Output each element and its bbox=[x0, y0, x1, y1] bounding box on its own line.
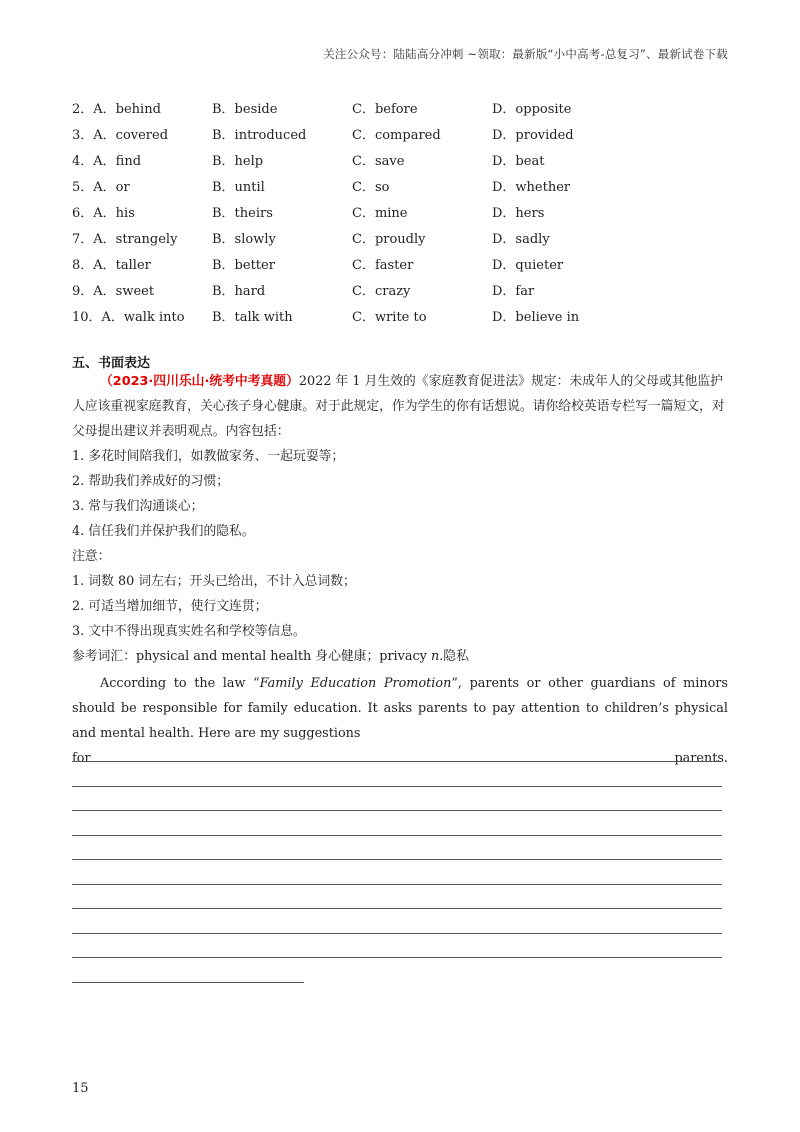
option-c: C．faster bbox=[352, 257, 414, 273]
option-d: D．opposite bbox=[492, 102, 572, 118]
law-title: Family Education Promotion bbox=[259, 676, 452, 691]
option-row bbox=[72, 276, 722, 302]
option-a: 3．A．covered bbox=[72, 128, 169, 144]
option-row bbox=[72, 147, 722, 173]
option-d: D．hers bbox=[492, 206, 545, 221]
answer-line[interactable] bbox=[72, 933, 722, 934]
option-b: B．introduced bbox=[212, 128, 307, 144]
answer-options bbox=[72, 95, 722, 328]
essay-opening: According to the law “Family Education Promotion”, parents or other guardians of minors should be responsible for family education. It asks parents to pay attention to children’s physical and mental health. Here are my suggestions for parents. bbox=[72, 671, 728, 771]
option-b: B．slowly bbox=[212, 231, 276, 247]
option-a: 9．A．sweet bbox=[72, 283, 155, 299]
option-a: 10．A．walk into bbox=[72, 309, 185, 325]
option-a: 8．A．taller bbox=[72, 257, 151, 273]
option-row bbox=[72, 121, 722, 147]
option-b: B．beside bbox=[212, 102, 278, 118]
prompt-text: 2022 年 1 月生效的《家庭教育促进法》规定：未成年人的父母或其他监护人应该重视家庭教育，关心孩子身心健康。对于此规定，作为学生的你有话想说。请你给校英语专栏写一篇短文，对父母提出建议并表明观点。内容包括： bbox=[72, 374, 725, 439]
page-header: 关注公众号：陆陆高分冲刺 ~领取：最新版“小中高考-总复习”、最新试卷下载 bbox=[323, 47, 728, 61]
answer-line[interactable] bbox=[72, 884, 722, 885]
option-row bbox=[72, 224, 722, 250]
essay-parents: parents. bbox=[674, 751, 728, 766]
option-a: 5．A．or bbox=[72, 180, 130, 196]
writing-prompt bbox=[72, 369, 728, 669]
answer-line[interactable] bbox=[72, 786, 722, 787]
option-a: 6．A．his bbox=[72, 206, 135, 221]
answer-line[interactable] bbox=[72, 761, 722, 762]
option-c: C．crazy bbox=[352, 283, 411, 299]
option-a: 2．A．behind bbox=[72, 102, 161, 118]
note-item: 1. 词数 80 词左右；开头已给出，不计入总词数； bbox=[72, 574, 356, 589]
section-title: 五、书面表达 bbox=[72, 356, 151, 371]
option-b: B．help bbox=[212, 154, 264, 170]
answer-line[interactable] bbox=[72, 859, 722, 860]
option-a: 4．A．find bbox=[72, 154, 142, 170]
essay-for: for bbox=[72, 751, 91, 766]
answer-line[interactable] bbox=[72, 810, 722, 811]
option-row bbox=[72, 302, 722, 328]
option-b: B．hard bbox=[212, 283, 266, 299]
option-a: 7．A．strangely bbox=[72, 231, 178, 247]
option-b: B．theirs bbox=[212, 206, 273, 221]
option-d: D．beat bbox=[492, 154, 545, 170]
option-c: C．proudly bbox=[352, 231, 426, 247]
vocabulary-hint: 参考词汇：physical and mental health 身心健康；privacy n.隐私 bbox=[72, 649, 469, 664]
answer-line[interactable] bbox=[72, 957, 722, 958]
answer-line[interactable] bbox=[72, 908, 722, 909]
option-d: D．quieter bbox=[492, 257, 564, 273]
content-point: 4. 信任我们并保护我们的隐私。 bbox=[72, 524, 255, 539]
option-d: D．far bbox=[492, 283, 535, 299]
answer-line[interactable] bbox=[72, 982, 304, 983]
option-row bbox=[72, 95, 722, 121]
option-d: D．provided bbox=[492, 128, 574, 144]
notes-label: 注意： bbox=[72, 549, 111, 564]
page-number: 15 bbox=[72, 1081, 89, 1096]
option-row bbox=[72, 173, 722, 199]
option-c: C．write to bbox=[352, 309, 427, 325]
option-d: D．sadly bbox=[492, 231, 550, 247]
answer-line[interactable] bbox=[72, 835, 722, 836]
content-point: 2. 帮助我们养成好的习惯； bbox=[72, 474, 230, 489]
option-d: D．believe in bbox=[492, 309, 580, 325]
note-item: 3. 文中不得出现真实姓名和学校等信息。 bbox=[72, 624, 306, 639]
option-c: C．mine bbox=[352, 206, 408, 221]
option-c: C．save bbox=[352, 154, 405, 170]
content-point: 3. 常与我们沟通谈心； bbox=[72, 499, 204, 514]
option-c: C．so bbox=[352, 180, 390, 196]
option-c: C．compared bbox=[352, 128, 441, 144]
content-point: 1. 多花时间陪我们，如教做家务、一起玩耍等； bbox=[72, 449, 345, 464]
option-b: B．until bbox=[212, 180, 265, 196]
option-c: C．before bbox=[352, 102, 418, 118]
question-source: （2023·四川乐山·统考中考真题） bbox=[100, 374, 299, 389]
note-item: 2. 可适当增加细节，使行文连贯； bbox=[72, 599, 268, 614]
option-b: B．talk with bbox=[212, 309, 293, 325]
option-row bbox=[72, 250, 722, 276]
option-d: D．whether bbox=[492, 180, 571, 196]
option-b: B．better bbox=[212, 257, 275, 273]
option-row bbox=[72, 199, 722, 225]
